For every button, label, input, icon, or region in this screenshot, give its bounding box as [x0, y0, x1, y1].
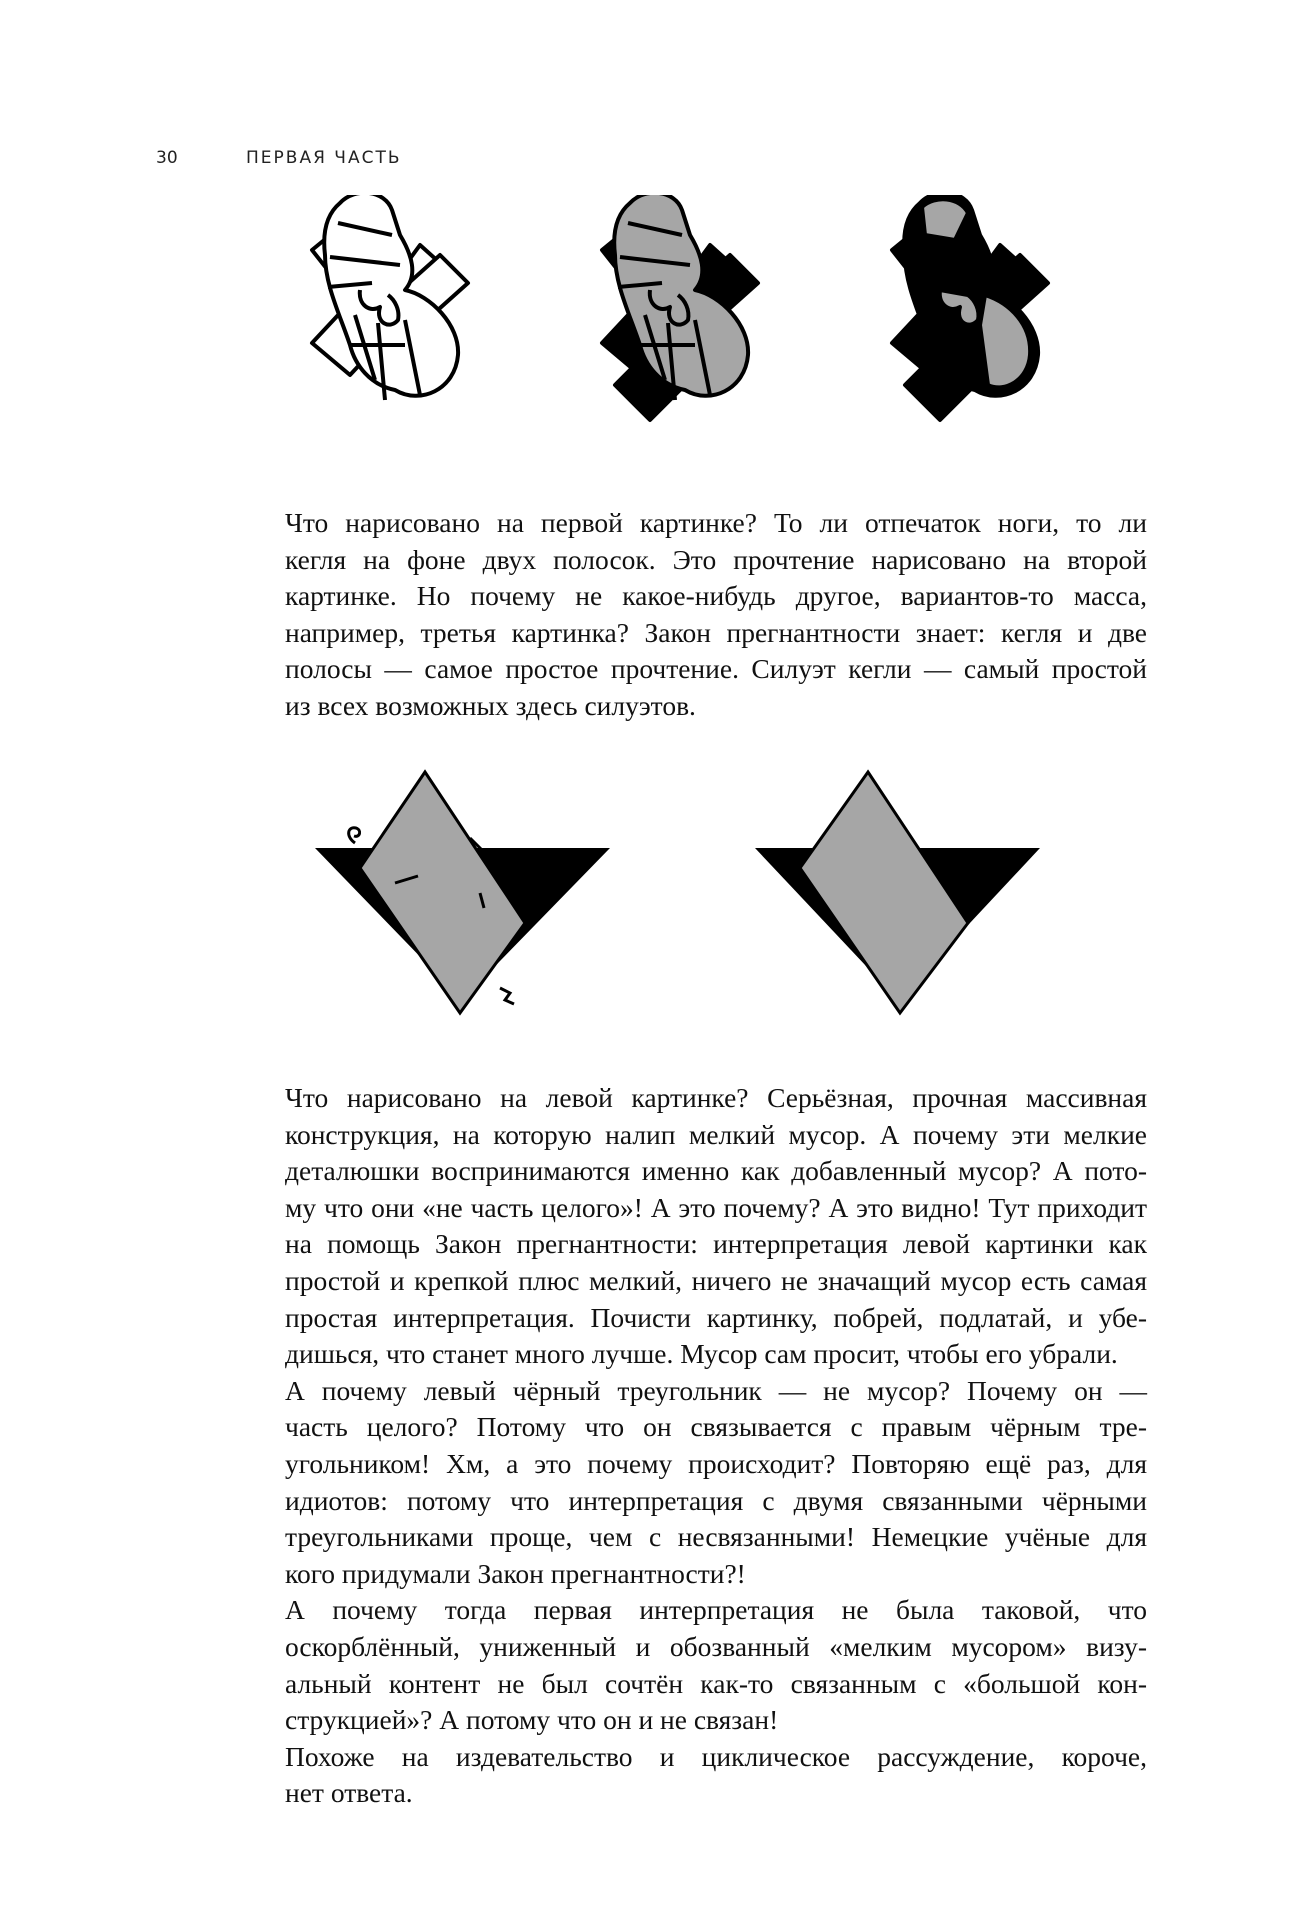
- text-line: например, третья картинка? Закон прегнантности знает: кегля и две: [285, 616, 1147, 648]
- text-line: картинке. Но почему не какое-нибудь другое, вариантов-то масса,: [285, 580, 1147, 612]
- text-line: из всех возможных здесь силуэтов.: [285, 689, 696, 721]
- text-block-2: [285, 1080, 1147, 1812]
- paragraph-3: [285, 1373, 1147, 1593]
- text-line: деталюшки воспринимаются именно как добавленный мусор? А пото-: [285, 1155, 1147, 1187]
- text-line: кегля на фоне двух полосок. Это прочтение нарисовано на второй: [285, 543, 1147, 575]
- text-line: А почему тогда первая интерпретация не была таковой, что: [285, 1594, 1147, 1626]
- paragraph-4: [285, 1592, 1147, 1738]
- text-line: треугольниками проще, чем с несвязанными! Немецкие учёные для: [285, 1521, 1147, 1553]
- page-number: 30: [156, 148, 178, 168]
- text-line: на помощь Закон прегнантности: интерпретация левой картинки как: [285, 1228, 1147, 1260]
- text-line: му что они «не часть целого»! А это почему? А это видно! Тут приходит: [285, 1191, 1147, 1223]
- pin-panel-black: [892, 195, 1048, 420]
- text-line: конструкция, на которую налип мелкий мусор. А почему эти мелкие: [285, 1118, 1147, 1150]
- text-line: Что нарисовано на первой картинке? То ли отпечаток ноги, то ли: [285, 507, 1147, 538]
- text-line: Похоже на издевательство и циклическое рассуждение, короче,: [285, 1740, 1147, 1772]
- triangle-panel-with-debris: [315, 772, 610, 1013]
- paragraph-1: [285, 505, 1147, 725]
- paragraph-2: [285, 1080, 1147, 1373]
- text-line: альный контент не был сочтён как-то связанным с «большой кон-: [285, 1667, 1147, 1699]
- pin-panel-outline: [312, 195, 468, 400]
- text-line: кого придумали Закон прегнантности?!: [285, 1557, 746, 1589]
- section-title: ПЕРВАЯ ЧАСТЬ: [246, 148, 402, 168]
- text-line: простая интерпретация. Почисти картинку, побрей, подлатай, и убе-: [285, 1301, 1147, 1333]
- figure-pins: [300, 195, 1100, 440]
- paragraph-5: [285, 1739, 1147, 1812]
- text-line: идиотов: потому что интерпретация с двумя связанными чёрными: [285, 1484, 1147, 1516]
- text-line: струкцией»? А потому что он и не связан!: [285, 1704, 779, 1736]
- triangle-panel-clean: [755, 772, 1040, 1013]
- text-line: дишься, что станет много лучше. Мусор сам просит, чтобы его убрали.: [285, 1338, 1118, 1370]
- text-line: оскорблённый, униженный и обозванный «мелким мусором» визу-: [285, 1630, 1147, 1662]
- pin-panel-grey: [602, 195, 758, 420]
- text-line: полосы — самое простое прочтение. Силуэт кегли — самый простой: [285, 653, 1147, 685]
- text-line: А почему левый чёрный треугольник — не мусор? Почему он —: [285, 1374, 1147, 1406]
- running-head: [156, 148, 401, 168]
- text-line: простой и крепкой плюс мелкий, ничего не значащий мусор есть самая: [285, 1264, 1147, 1296]
- figure-triangles: [300, 768, 1080, 1028]
- text-line: нет ответа.: [285, 1777, 413, 1809]
- text-line: часть целого? Потому что он связывается с правым чёрным тре-: [285, 1411, 1147, 1443]
- text-line: угольником! Хм, а это почему происходит? Повторяю ещё раз, для: [285, 1447, 1147, 1479]
- text-line: Что нарисовано на левой картинке? Серьёзная, прочная массивная: [285, 1082, 1147, 1113]
